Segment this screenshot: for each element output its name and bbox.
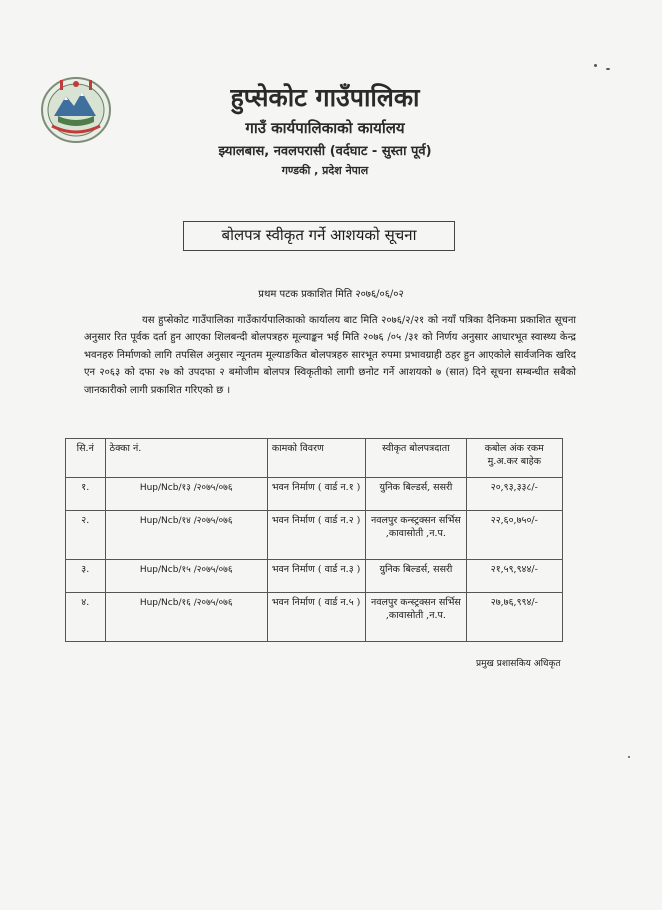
cell-bidder: युनिक बिल्डर्स, ससरी bbox=[366, 560, 466, 593]
cell-contract: Hup/Ncb/१५ /२०७५/०७६ bbox=[105, 560, 267, 593]
awarded-bids-table bbox=[65, 438, 563, 642]
cell-contract: Hup/Ncb/१३ /२०७५/०७६ bbox=[105, 478, 267, 511]
cell-amount: २१,५९,९४४/- bbox=[466, 560, 562, 593]
table-header-row bbox=[66, 439, 563, 478]
cell-bidder: नवलपुर कन्स्ट्रक्सन सर्भिस ,कावासोती ,न.प. bbox=[366, 593, 466, 642]
scan-speck bbox=[628, 756, 630, 758]
cell-work: भवन निर्माण ( वार्ड न.३ ) bbox=[267, 560, 365, 593]
table-row bbox=[66, 478, 563, 511]
cell-sn: ४. bbox=[66, 593, 106, 642]
table-row bbox=[66, 560, 563, 593]
notice-body: यस हुप्सेकोट गाउँपालिका गाउँकार्यपालिकाको कार्यालय बाट मिति २०७६/२/२१ को नयाँ पत्रिका दैनिकमा प्रकाशित सूचना अनुसार रित पूर्वक दर्ता हुन आएका शिलबन्दी बोलपत्रहरु मूल्याङ्कन भई मिति २०७६ /०५ /३१ को निर्णय अनुसार आधारभूत स्वास्थ्य केन्द्र भवनहरु निर्माणको लागि तपसिल अनुसार न्यूनतम मूल्याङकित बोलपत्रहरु सारभूत रुपमा प्रभावग्राही ठहर हुन आएकोले सार्वजनिक खरिद एन २०६३ को दफा २७ को उपदफा २ बमोजीम बोलपत्र स्विकृतीको लागी छनोट गर्ने आशयको ७ (सात) दिने सूचना सम्बन्धीत सबैको जानकारीको लागी प्रकाशित गरिएको छ । bbox=[84, 315, 576, 396]
cell-amount: २२,६०,७५०/- bbox=[466, 511, 562, 560]
cell-sn: २. bbox=[66, 511, 106, 560]
scan-speck bbox=[606, 68, 610, 70]
cell-contract: Hup/Ncb/१४ /२०७५/०७६ bbox=[105, 511, 267, 560]
cell-contract: Hup/Ncb/१६ /२०७५/०७६ bbox=[105, 593, 267, 642]
header-work: कामको विवरण bbox=[267, 439, 365, 478]
cell-work: भवन निर्माण ( वार्ड न.२ ) bbox=[267, 511, 365, 560]
cell-bidder: नवलपुर कन्स्ट्रक्सन सर्भिस ,कावासोती ,न.प. bbox=[366, 511, 466, 560]
table-row bbox=[66, 511, 563, 560]
header-bidder: स्वीकृत बोलपत्रदाता bbox=[366, 439, 466, 478]
scan-speck bbox=[594, 64, 597, 67]
office-address: झ्यालबास, नवलपरासी (वर्दघाट - सुस्ता पूर्व) bbox=[218, 144, 432, 159]
signature-line: प्रमुख प्रशासकिय अधिकृत bbox=[476, 659, 561, 669]
table-row bbox=[66, 593, 563, 642]
province-line: गण्डकी , प्रदेश नेपाल bbox=[281, 164, 369, 177]
header-contract: ठेक्का नं. bbox=[105, 439, 267, 478]
municipality-title: हुप्सेकोट गाउँपालिका bbox=[230, 83, 420, 112]
office-name: गाउँ कार्यपालिकाको कार्यालय bbox=[245, 119, 405, 137]
cell-work: भवन निर्माण ( वार्ड न.१ ) bbox=[267, 478, 365, 511]
cell-amount: २७,७६,९९४/- bbox=[466, 593, 562, 642]
header-sn: सि.नं bbox=[66, 439, 106, 478]
cell-work: भवन निर्माण ( वार्ड न.५ ) bbox=[267, 593, 365, 642]
cell-sn: १. bbox=[66, 478, 106, 511]
publish-date-line: प्रथम पटक प्रकाशित मिति २०७६/०६/०२ bbox=[258, 289, 404, 300]
cell-amount: २०,९३,३३८/- bbox=[466, 478, 562, 511]
header-amount: कबोल अंक रकम मु.अ.कर बाहेक bbox=[466, 439, 562, 478]
nepal-emblem-icon bbox=[38, 72, 114, 144]
cell-sn: ३. bbox=[66, 560, 106, 593]
notice-title: बोलपत्र स्वीकृत गर्ने आशयको सूचना bbox=[183, 221, 455, 251]
cell-bidder: युनिक बिल्डर्स, ससरी bbox=[366, 478, 466, 511]
